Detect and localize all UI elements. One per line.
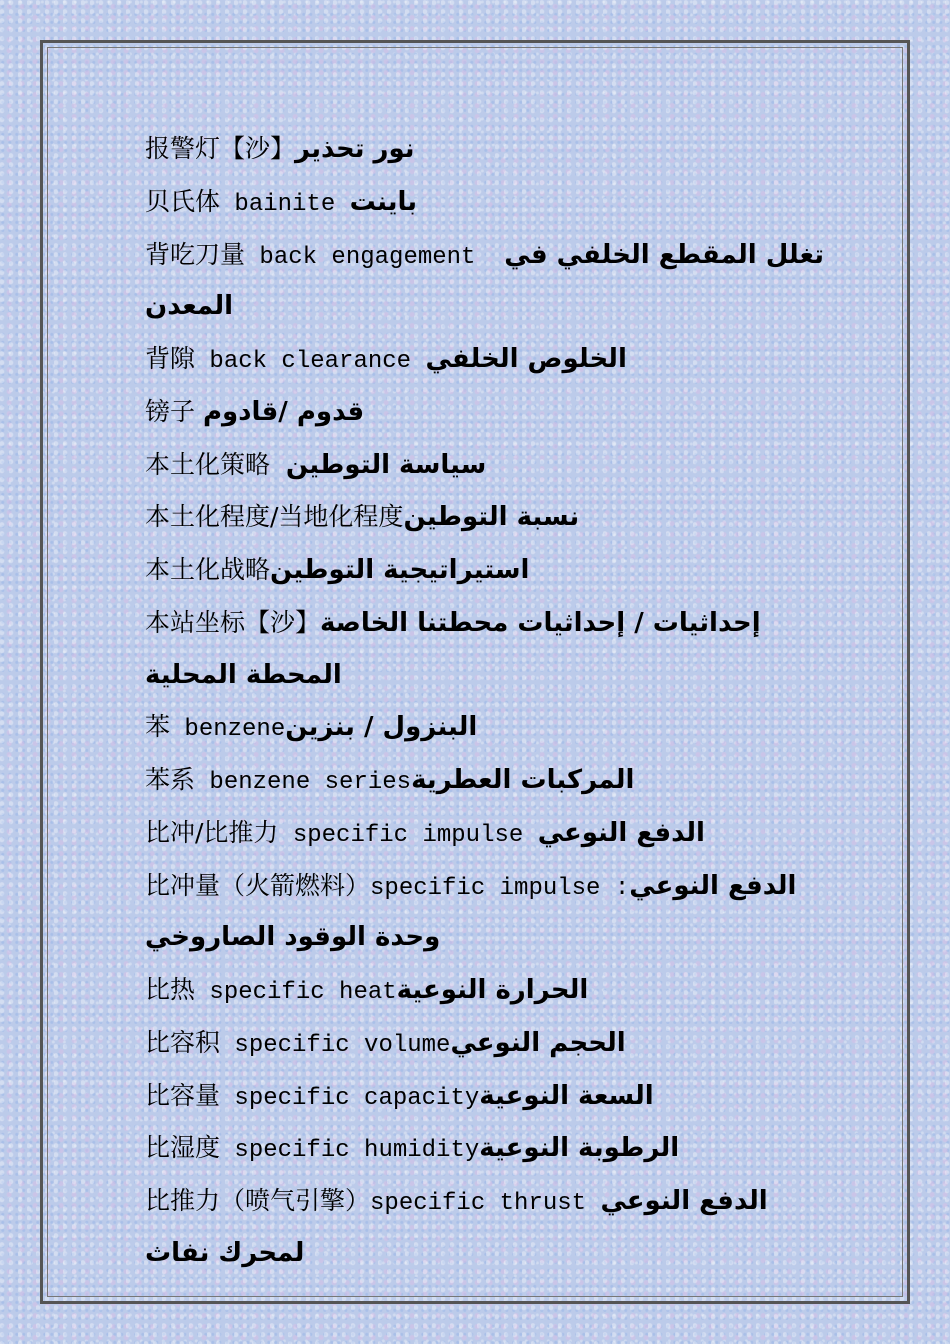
chinese-term: 比湿度 (145, 1133, 221, 1163)
chinese-term: 背隙 (145, 344, 196, 373)
arabic-term: الخلوص الخلفي (425, 344, 627, 374)
arabic-term: المركبات العطرية (411, 765, 635, 795)
glossary-entry (145, 702, 825, 755)
arabic-term: نسبة التوطين (403, 502, 580, 533)
chinese-term: 贝氏体 (145, 186, 221, 216)
chinese-term: 报警灯【沙】 (145, 134, 296, 163)
glossary-entry (145, 755, 825, 808)
english-term: specific heat (195, 979, 397, 1006)
arabic-term: تغلل المقطع الخلفي في المعدن (145, 239, 834, 322)
chinese-term: 背吃刀量 (145, 239, 246, 269)
english-term: back engagement (245, 243, 505, 271)
english-term: back clearance (195, 348, 426, 375)
chinese-term: 比热 (145, 975, 196, 1004)
arabic-term: باينت (349, 186, 418, 217)
glossary-entry (145, 598, 825, 703)
english-term: benzene (170, 716, 286, 744)
chinese-term: 比容积 (145, 1027, 221, 1057)
glossary-list (145, 124, 834, 1281)
glossary-entry (145, 1071, 825, 1124)
glossary-entry (145, 861, 825, 966)
arabic-term: الدفع النوعي وحدة الوقود الصاروخي (145, 870, 806, 953)
glossary-entry (145, 387, 825, 440)
arabic-term: الحرارة النوعية (396, 975, 589, 1005)
english-term: specific thrust (370, 1190, 601, 1217)
arabic-term: الدفع النوعي (537, 817, 705, 848)
arabic-term: الدفع النوعي لمحرك نفاث (145, 1186, 777, 1268)
glossary-entry (145, 177, 825, 230)
chinese-term: 苯 (145, 712, 171, 742)
english-term: specific humidity (220, 1137, 480, 1165)
english-term: specific impulse (278, 821, 538, 849)
english-term: benzene series (195, 769, 412, 796)
glossary-entry (145, 230, 834, 335)
arabic-term: إحداثيات / إحداثيات محطتنا الخاصة المحطة المحلية (145, 607, 770, 690)
arabic-term: البنزول / بنزين (285, 712, 478, 743)
glossary-entry (145, 1123, 825, 1176)
chinese-term: 本站坐标【沙】 (145, 607, 321, 637)
chinese-term: 比冲量（火箭燃料） (145, 870, 371, 900)
arabic-term: استيراتيجية التوطين (270, 555, 530, 585)
arabic-term: سياسة التوطين (285, 449, 487, 480)
english-term: bainite (220, 190, 350, 218)
chinese-term: 镑子 (145, 396, 203, 426)
arabic-term: الرطوبة النوعية (479, 1133, 680, 1164)
glossary-entry (145, 334, 825, 387)
glossary-entry (145, 1018, 825, 1071)
english-term: specific capacity (220, 1084, 480, 1112)
arabic-term: الحجم النوعي (450, 1027, 626, 1058)
glossary-entry (145, 1176, 825, 1281)
chinese-term: 本土化策略 (145, 449, 286, 479)
glossary-entry (145, 808, 825, 861)
chinese-term: 本土化战略 (145, 555, 271, 584)
glossary-entry (145, 545, 825, 598)
glossary-entry (145, 124, 825, 177)
arabic-term: نور تحذير (295, 134, 415, 164)
arabic-term: السعة النوعية (479, 1080, 654, 1111)
glossary-entry (145, 492, 825, 545)
chinese-term: 本土化程度/当地化程度 (145, 502, 404, 532)
chinese-term: 比推力（喷气引擎） (145, 1186, 371, 1215)
chinese-term: 比冲/比推力 (145, 817, 279, 847)
english-term: specific impulse : (370, 874, 630, 902)
glossary-entry (145, 440, 825, 493)
chinese-term: 苯系 (145, 765, 196, 794)
glossary-entry (145, 965, 825, 1018)
chinese-term: 比容量 (145, 1080, 221, 1110)
english-term: specific volume (220, 1031, 451, 1059)
arabic-term: قدوم /قادوم (202, 396, 365, 427)
